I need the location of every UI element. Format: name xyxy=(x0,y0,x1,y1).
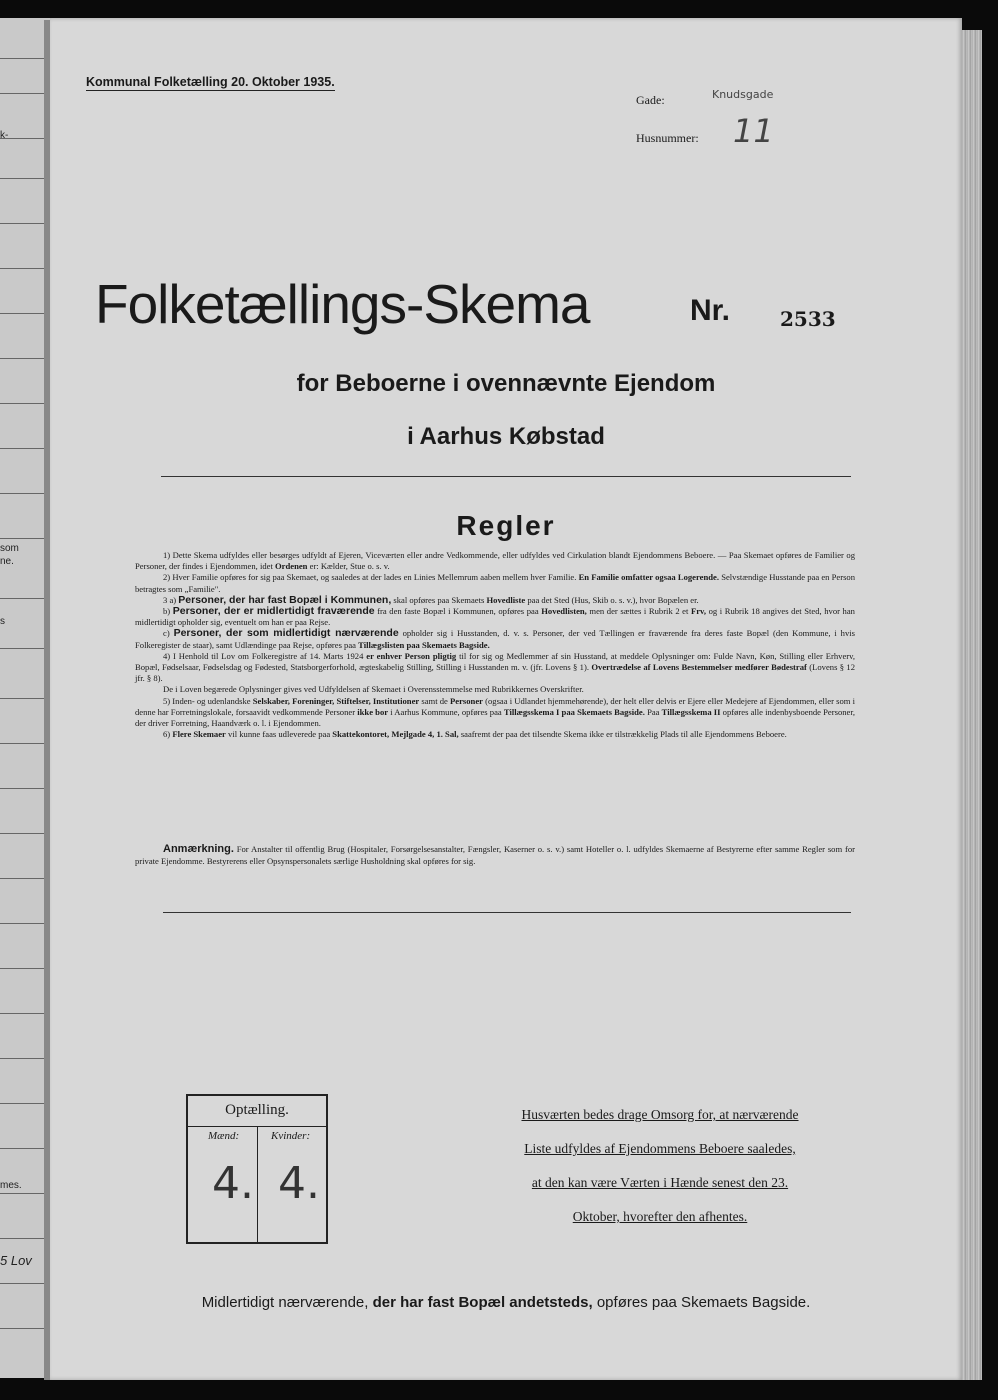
remark-block xyxy=(135,844,855,867)
rule-3a: 3 a) Personer, der har fast Bopæl i Kommunen, skal opføres paa Skemaets Hovedliste paa det Sted (Hus, Skib o. s. v.), hvor Bopælen er. xyxy=(163,593,699,606)
notice-line: Liste udfyldes af Ejendommens Beboere saaledes, xyxy=(524,1141,796,1156)
remark-label: Anmærkning. xyxy=(163,843,234,855)
remark-text: For Anstalter til offentlig Brug (Hospitaler, Forsørgelsesanstalter, Fængsler, Kaserner o. s. v.) samt Hoteller o. l. udfyldes Skemaerne af Bestyrerne efter samme Regler som for private Ejendomme. Bestyrerens eller Opsynspersonalets særlige Husholdning skal opføres for sig. xyxy=(135,844,855,866)
form-number-value: 2533 xyxy=(780,307,836,331)
men-label: Mænd: xyxy=(208,1130,240,1142)
divider xyxy=(161,476,851,477)
rule-3c: c) Personer, der som midlertidigt nærværende opholder sig i Husstanden, d. v. s. Personer, der ved Tællingen er fraværende fra deres faste Bopæl (den Kommune, i hvis Folkeregister de staar), samt Udlændinge paa Rejse, opføres paa Tillægslisten paa Skemaets Bagside. xyxy=(135,627,856,650)
rules-text xyxy=(135,550,855,740)
margin-fragment: k- xyxy=(0,130,9,141)
margin-fragment: som xyxy=(0,543,19,554)
rules-heading: Regler xyxy=(456,510,556,541)
rule-1: 1) Dette Skema udfyldes eller besørges udfyldt af Ejeren, Viceværten eller andre Vedkommende, eller udfyldes ved Cirkulation blandt Ejendommens Beboere. — Paa Skemaet opføres de Familier og Personer, der findes i Ejendommen, idet Ordenen er: Kælder, Stue o. s. v. xyxy=(135,550,855,572)
rule-4-note: De i Loven begærede Oplysninger gives ved Udfyldelsen af Skemaet i Overensstemmelse med Rubrikkernes Overskrifter. xyxy=(163,684,584,695)
form-number-label: Nr. xyxy=(690,294,731,327)
women-label: Kvinder: xyxy=(271,1130,311,1142)
rule-2: 2) Hver Familie opføres for sig paa Skemaet, og saaledes at der lades en Linies Mellemrum aaben mellem hver Familie. En Familie omfatter ogsaa Logerende. Selvstændige Husstande paa en Person betragtes som „Familie". xyxy=(135,572,856,594)
street-label: Gade: xyxy=(636,93,665,107)
census-header-line: Kommunal Folketælling 20. Oktober 1935. xyxy=(86,75,335,89)
rule-4: 4) I Henhold til Lov om Folkeregistre af 14. Marts 1924 er enhver Person pligtig til for sig og Medlemmer af sin Husstand, at meddele Oplysninger om: Fulde Navn, Køn, Stilling eller Erhverv, Bopæl, Fødselsaar, Fødselsdag og Fødested, Statsborgerforhold, ægteskabelig Stilling, Stilling i Husstanden m. v. (jfr. Lovens § 1). Overtrædelse af Lovens Bestemmelser medfører Bødestraf (Lovens § 12 jfr. § 8). xyxy=(135,650,856,684)
men-count: 4. xyxy=(212,1158,254,1209)
house-number-value: 11 xyxy=(733,112,774,150)
form-title: Folketællings-Skema xyxy=(95,273,590,335)
divider xyxy=(163,912,851,913)
margin-fragment: s xyxy=(0,616,5,627)
street-value: Knudsgade xyxy=(712,88,774,101)
tally-title: Optælling. xyxy=(225,1102,289,1118)
tally-column-divider xyxy=(257,1126,258,1242)
adjacent-page-margin xyxy=(0,18,50,1378)
margin-fragment: mes. xyxy=(0,1180,22,1191)
tally-box xyxy=(186,1094,328,1244)
notice-line: Husværten bedes drage Omsorg for, at nærværende xyxy=(521,1107,799,1122)
notice-line: Oktober, hvorefter den afhentes. xyxy=(572,1209,748,1224)
form-location: i Aarhus Købstad xyxy=(407,423,605,450)
rule-5: 5) Inden- og udenlandske Selskaber, Foreninger, Stiftelser, Institutioner samt de Personer (ogsaa i Udlandet hjemmehørende), der helt eller delvis er Ejere eller Medejere af Ejendommen, eller som i denne har Forretningslokale, forsaavidt vedkommende Personer ikke bor i Aarhus Kommune, opføres paa Tillægsskema I paa Skemaets Bagside. Paa Tillægsskema II opføres alle indenbysboende Personer, der driver Forretning, Haandværk o. l. i Ejendommen. xyxy=(135,695,856,729)
rule-6: 6) Flere Skemaer vil kunne faas udleverede paa Skattekontoret, Mejlgade 4, 1. Sal, saafremt der paa det tilsendte Skema ikke er tilstrækkelig Plads til alle Ejendommens Beboere. xyxy=(163,729,787,740)
notice-line: at den kan være Værten i Hænde senest den 23. xyxy=(531,1175,789,1190)
landlord-notice xyxy=(494,1098,826,1234)
form-subtitle: for Beboerne i ovennævnte Ejendom xyxy=(296,370,716,397)
margin-fragment: ne. xyxy=(0,556,14,567)
margin-fragment: 5 Lov xyxy=(0,1253,32,1268)
page-edge xyxy=(962,30,982,1380)
footer-note: Midlertidigt nærværende, der har fast Bopæl andetsteds, opføres paa Skemaets Bagside. xyxy=(201,1294,811,1311)
rule-3b: b) Personer, der er midlertidigt fraværende fra den faste Bopæl i Kommunen, opføres paa Hovedlisten, men der sættes i Rubrik 2 et Frv, og i Rubrik 18 angives det Sted, hvor han midlertidigt opholder sig, eventuelt om han er paa Rejse. xyxy=(135,605,855,628)
women-count: 4. xyxy=(278,1158,320,1209)
house-number-label: Husnummer: xyxy=(636,131,699,145)
